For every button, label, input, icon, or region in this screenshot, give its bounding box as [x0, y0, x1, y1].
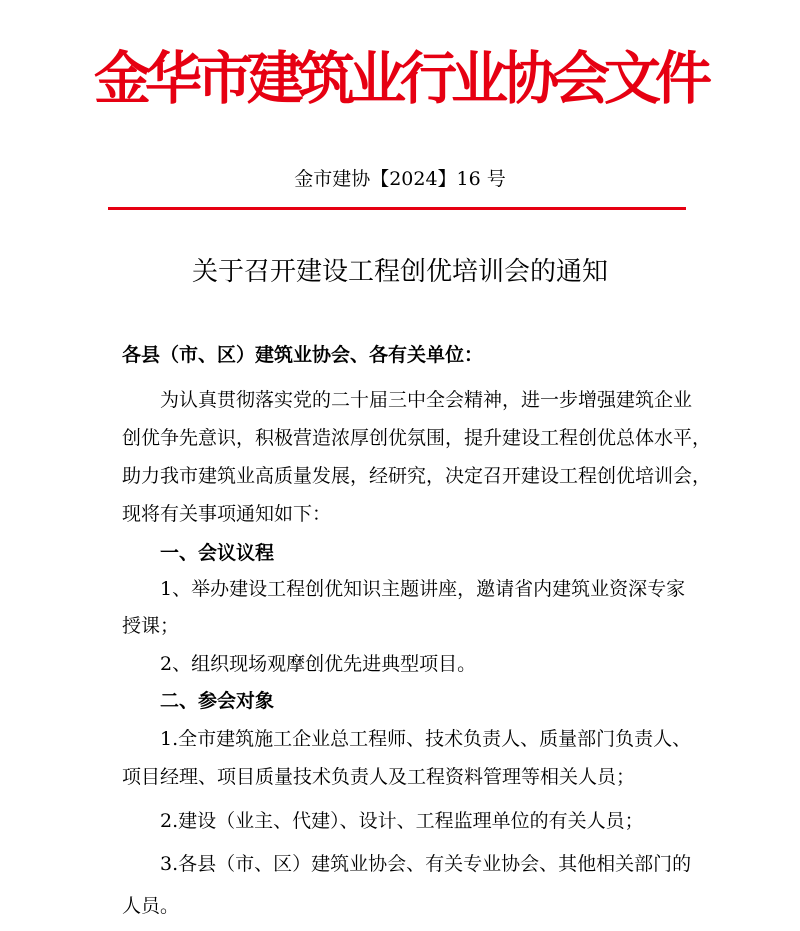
document-number: 金市建协【2024】16 号	[294, 168, 506, 190]
section-heading: 二、参会对象	[160, 690, 275, 712]
list-item: 2.建设（业主、代建）、设计、工程监理单位的有关人员；	[160, 810, 644, 832]
intro-line: 为认真贯彻落实党的二十届三中全会精神，进一步增强建筑企业	[160, 389, 693, 411]
list-item-continued: 人员。	[122, 895, 180, 917]
intro-line: 创优争先意识，积极营造浓厚创优氛围，提升建设工程创优总体水平，	[122, 427, 712, 449]
list-item-continued: 授课；	[122, 615, 180, 637]
list-item: 1.全市建筑施工企业总工程师、技术负责人、质量部门负责人、	[160, 728, 692, 750]
section-heading: 一、会议议程	[160, 542, 275, 564]
intro-line: 助力我市建筑业高质量发展，经研究，决定召开建设工程创优培训会，	[122, 465, 712, 487]
masthead: 金华市建筑业行业协会文件	[94, 45, 706, 112]
notice-title: 关于召开建设工程创优培训会的通知	[191, 257, 608, 287]
intro-line: 现将有关事项通知如下：	[122, 503, 332, 525]
list-item-continued: 项目经理、项目质量技术负责人及工程资料管理等相关人员；	[122, 766, 636, 788]
salutation: 各县（市、区）建筑业协会、各有关单位：	[122, 344, 484, 366]
red-divider	[108, 207, 686, 210]
list-item: 3.各县（市、区）建筑业协会、有关专业协会、其他相关部门的	[160, 853, 692, 875]
list-item: 1、举办建设工程创优知识主题讲座，邀请省内建筑业资深专家	[160, 578, 686, 600]
list-item: 2、组织现场观摩创优先进典型项目。	[160, 653, 477, 675]
